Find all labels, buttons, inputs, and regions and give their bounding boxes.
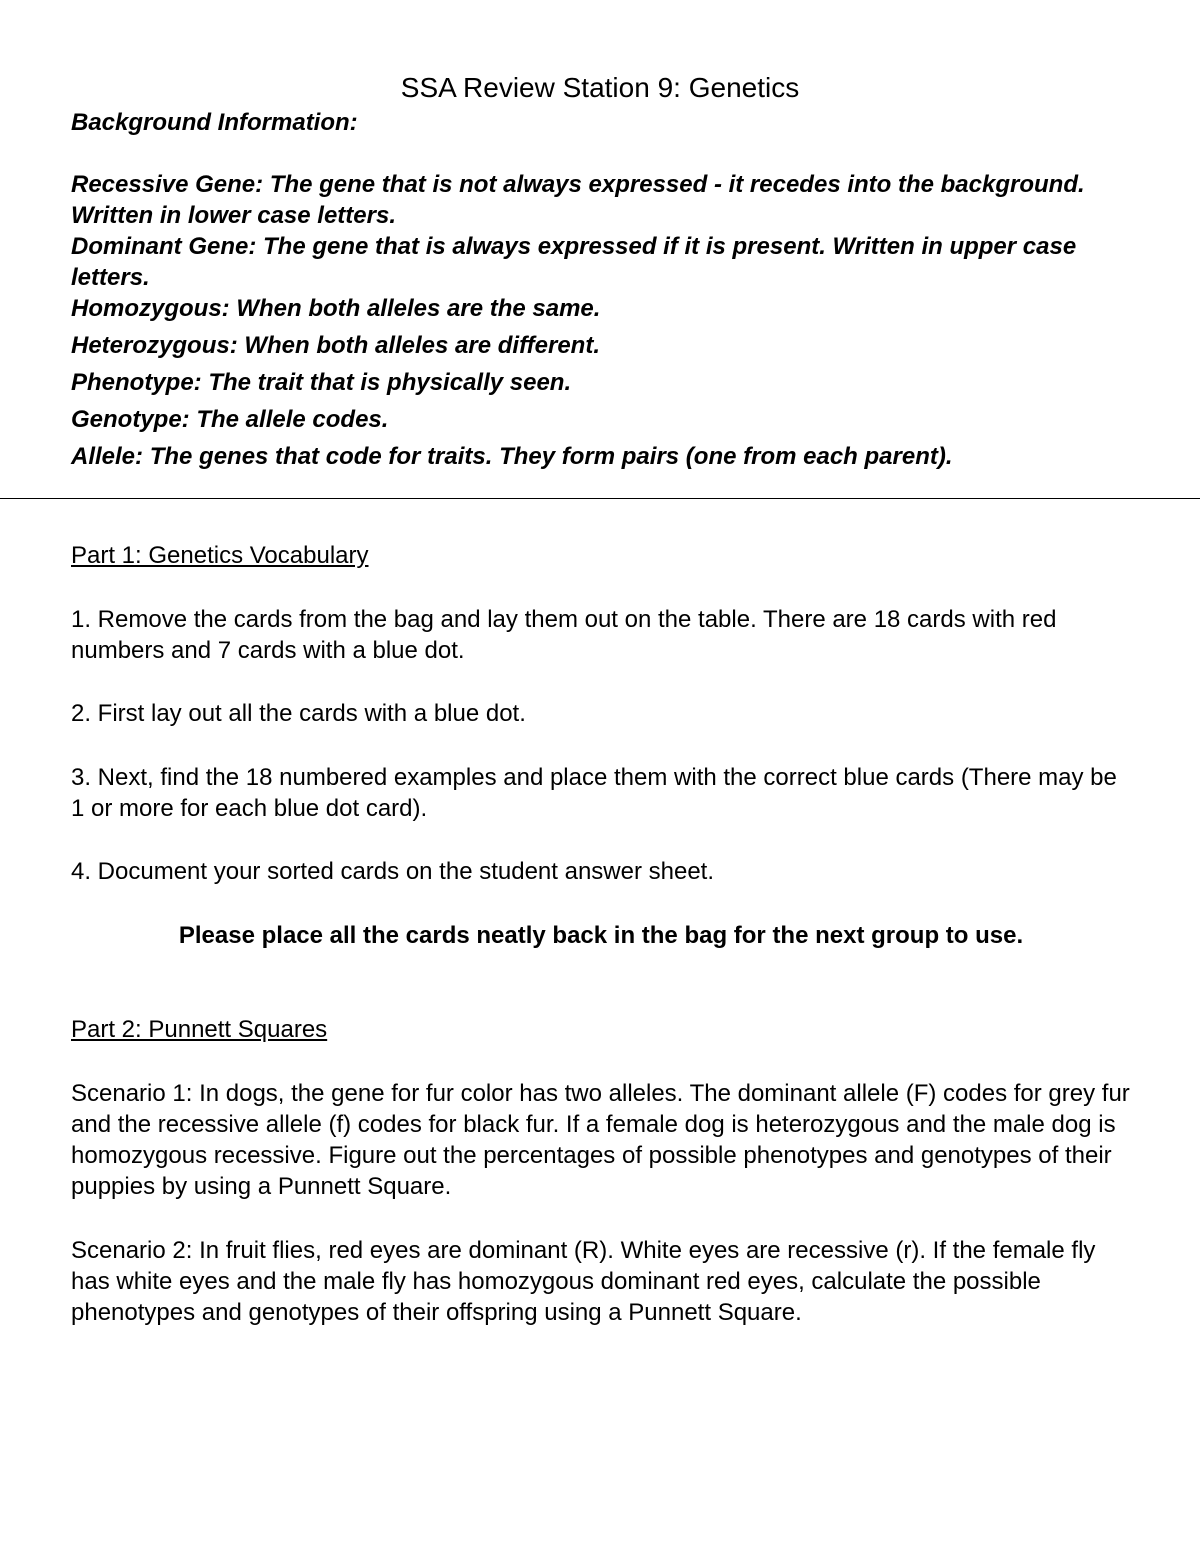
part2-section [71, 1014, 1131, 1045]
definition-heterozygous: Heterozygous: When both alleles are different. [71, 332, 600, 359]
definition-recessive-gene: Recessive Gene: The gene that is not always expressed - it recedes into the background. Written in lower case letters. [71, 171, 1085, 229]
definition-allele: Allele: The genes that code for traits. They form pairs (one from each parent). [71, 443, 953, 470]
part1-step-4-wrap [71, 856, 1131, 887]
part1-step-2-wrap [71, 698, 1131, 729]
scenario-2-wrap [71, 1235, 1131, 1328]
part1-step-1-wrap [71, 604, 1131, 666]
background-information [71, 107, 1151, 472]
definition-phenotype: Phenotype: The trait that is physically seen. [71, 369, 572, 396]
part1-step-1: 1. Remove the cards from the bag and lay them out on the table. There are 18 cards with red numbers and 7 cards with a blue dot. [71, 606, 1057, 664]
part2-heading: Part 2: Punnett Squares [71, 1016, 328, 1043]
part1-step-4: 4. Document your sorted cards on the student answer sheet. [71, 858, 715, 885]
part1-section [71, 540, 1131, 571]
background-heading: Background Information: [71, 109, 358, 136]
part1-step-2: 2. First lay out all the cards with a blue dot. [71, 700, 526, 727]
definition-homozygous: Homozygous: When both alleles are the same. [71, 295, 601, 322]
definition-dominant-gene: Dominant Gene: The gene that is always expressed if it is present. Written in upper case letters. [71, 233, 1077, 291]
scenario-1-wrap [71, 1078, 1131, 1202]
scenario-2: Scenario 2: In fruit flies, red eyes are dominant (R). White eyes are recessive (r). If the female fly has white eyes and the male fly has homozygous dominant red eyes, calculate the possible phenotypes and genotypes of their offspring using a Punnett Square. [71, 1237, 1096, 1326]
scenario-1: Scenario 1: In dogs, the gene for fur color has two alleles. The dominant allele (F) codes for grey fur and the recessive allele (f) codes for black fur. If a female dog is heterozygous and the male dog is homozygous recessive. Figure out the percentages of possible phenotypes and genotypes of their puppies by using a Punnett Square. [71, 1080, 1130, 1200]
part1-step-3-wrap [71, 762, 1131, 824]
part1-reminder: Please place all the cards neatly back in the bag for the next group to use. [178, 922, 1024, 949]
section-divider [0, 498, 1200, 499]
part1-reminder-wrap [71, 920, 1131, 951]
page-title: SSA Review Station 9: Genetics [400, 72, 800, 103]
part1-heading: Part 1: Genetics Vocabulary [71, 542, 369, 569]
part1-step-3: 3. Next, find the 18 numbered examples and place them with the correct blue cards (There may be 1 or more for each blue dot card). [71, 764, 1117, 822]
definition-genotype: Genotype: The allele codes. [71, 406, 389, 433]
